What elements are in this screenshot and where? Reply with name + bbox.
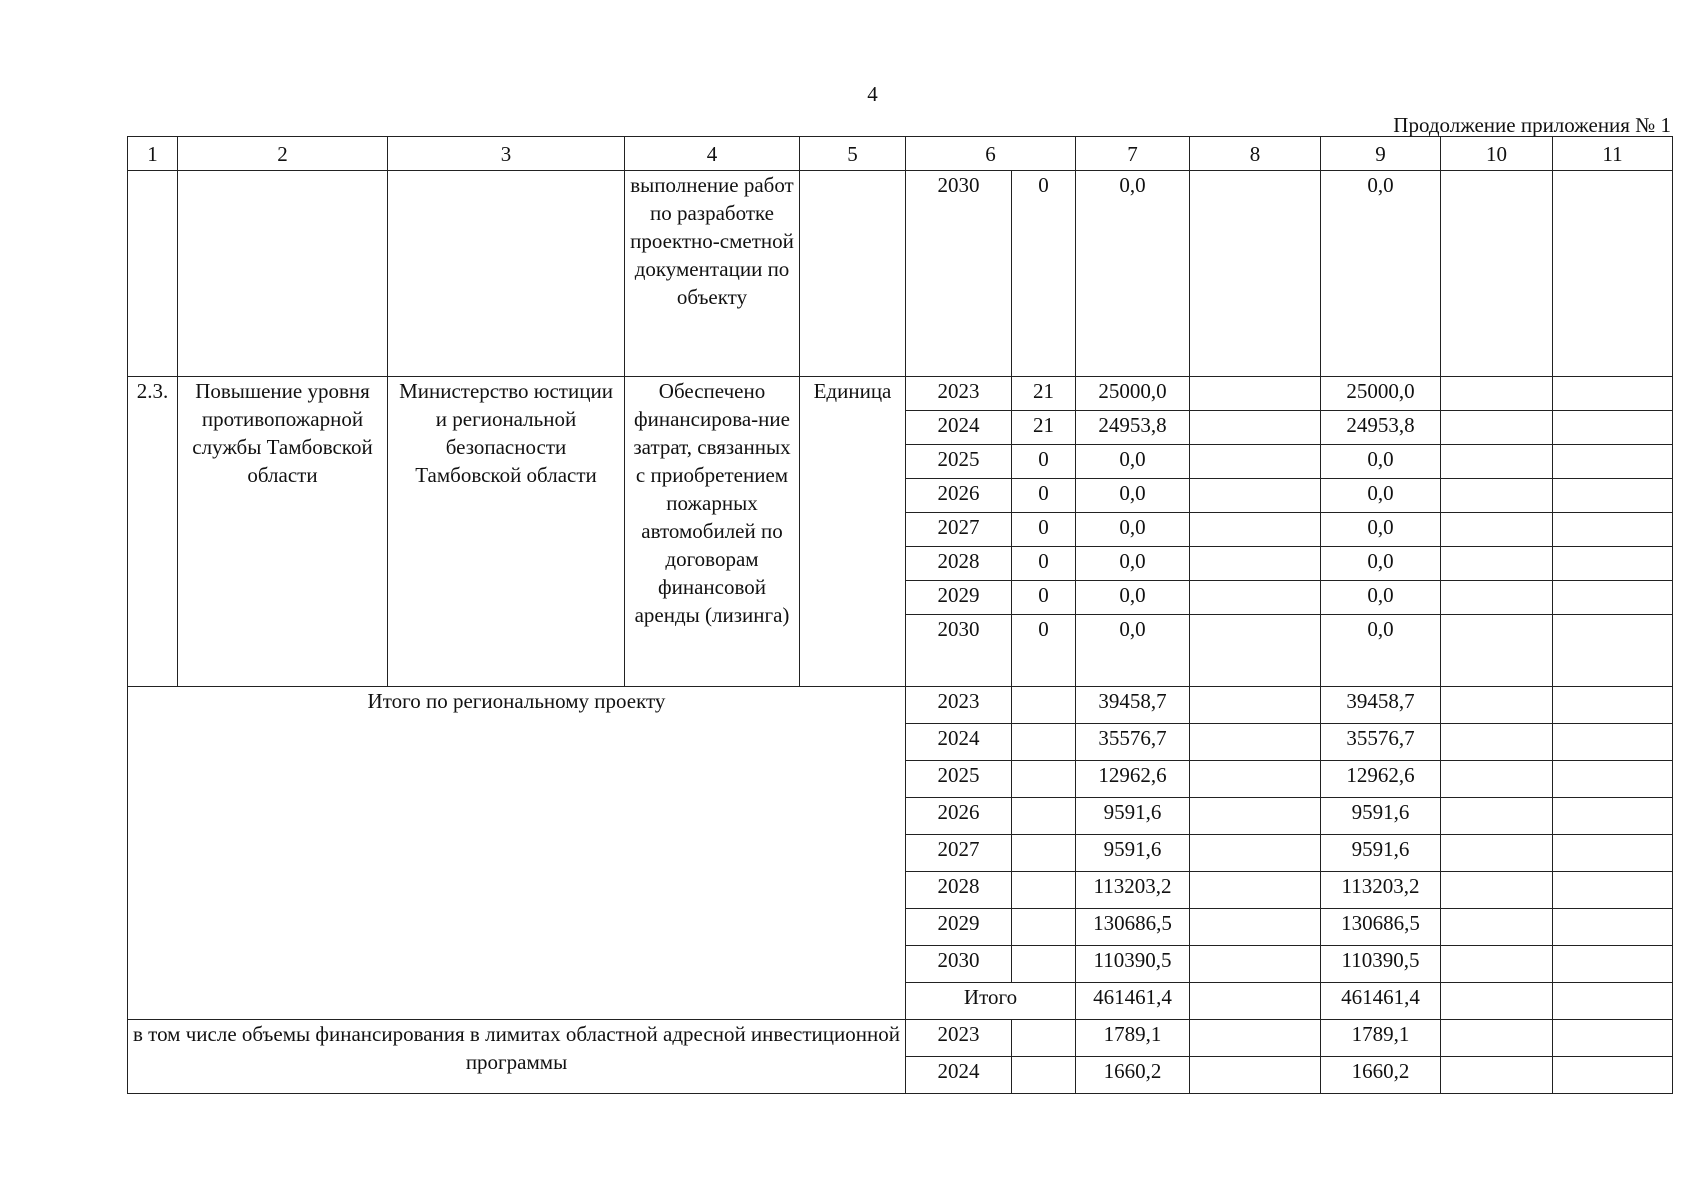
item-unit-cell: Единица (800, 377, 906, 687)
table-cell (1190, 872, 1321, 909)
table-row (128, 171, 1673, 377)
year-cell: 2024 (906, 724, 1012, 761)
amount-cell: 113203,2 (1076, 872, 1190, 909)
column-number-row (128, 137, 1673, 171)
count-cell: 21 (1012, 411, 1076, 445)
table-cell (1190, 687, 1321, 724)
column-header: 4 (625, 137, 800, 171)
table-cell (1553, 581, 1673, 615)
amount-cell: 0,0 (1076, 581, 1190, 615)
table-cell (1553, 445, 1673, 479)
amount-cell: 130686,5 (1076, 909, 1190, 946)
amount-cell: 39458,7 (1076, 687, 1190, 724)
table-cell (1553, 946, 1673, 983)
amount-cell: 0,0 (1321, 547, 1441, 581)
amount-cell: 1789,1 (1076, 1020, 1190, 1057)
table-cell (388, 171, 625, 377)
amount-cell: 1660,2 (1076, 1057, 1190, 1094)
year-cell: 2023 (906, 377, 1012, 411)
table-cell (1441, 835, 1553, 872)
table-cell (1190, 547, 1321, 581)
amount-cell: 35576,7 (1076, 724, 1190, 761)
page-number: 4 (867, 82, 878, 106)
count-cell: 0 (1012, 547, 1076, 581)
table-cell (1190, 835, 1321, 872)
count-cell: 0 (1012, 581, 1076, 615)
table-cell (1553, 411, 1673, 445)
amount-cell: 9591,6 (1076, 798, 1190, 835)
amount-cell: 130686,5 (1321, 909, 1441, 946)
table-cell (1553, 377, 1673, 411)
amount-cell: 0,0 (1321, 615, 1441, 687)
item-number-cell: 2.3. (128, 377, 178, 687)
year-cell: 2025 (906, 445, 1012, 479)
amount-cell: 39458,7 (1321, 687, 1441, 724)
table-cell (178, 171, 388, 377)
item-name-cell: Повышение уровня противопожарной службы Тамбовской области (178, 377, 388, 687)
year-cell: 2030 (906, 171, 1012, 377)
table-cell (1441, 946, 1553, 983)
table-cell (1441, 479, 1553, 513)
amount-cell: 0,0 (1076, 445, 1190, 479)
table-cell (1012, 946, 1076, 983)
column-header: 10 (1441, 137, 1553, 171)
amount-cell: 9591,6 (1321, 798, 1441, 835)
year-cell: 2028 (906, 547, 1012, 581)
column-header: 6 (906, 137, 1076, 171)
amount-cell: 461461,4 (1321, 983, 1441, 1020)
table-cell (1441, 581, 1553, 615)
prev-result-cell: выполнение работ по разработке проектно-сметной документации по объекту (625, 171, 800, 377)
table-cell (800, 171, 906, 377)
appendix-continuation-note: Продолжение приложения № 1 (1393, 113, 1671, 137)
year-cell: 2027 (906, 835, 1012, 872)
table-cell (1012, 724, 1076, 761)
amount-cell: 0,0 (1321, 513, 1441, 547)
amount-cell: 0,0 (1321, 479, 1441, 513)
table-cell (1190, 171, 1321, 377)
amount-cell: 9591,6 (1321, 835, 1441, 872)
table-cell (1190, 1020, 1321, 1057)
table-cell (1012, 687, 1076, 724)
amount-cell: 12962,6 (1321, 761, 1441, 798)
item-result-cell: Обеспечено финансирова-ние затрат, связанных с приобретением пожарных автомобилей по договорам финансовой аренды (лизинга) (625, 377, 800, 687)
table-cell (1441, 445, 1553, 479)
count-cell: 0 (1012, 445, 1076, 479)
table-cell (1441, 798, 1553, 835)
amount-cell: 0,0 (1076, 615, 1190, 687)
table-cell (1190, 615, 1321, 687)
table-cell (1553, 1020, 1673, 1057)
table-cell (1190, 798, 1321, 835)
year-cell: 2030 (906, 615, 1012, 687)
amount-cell: 0,0 (1076, 513, 1190, 547)
item-responsible-cell: Министерство юстиции и региональной безопасности Тамбовской области (388, 377, 625, 687)
column-header: 1 (128, 137, 178, 171)
table-cell (1012, 761, 1076, 798)
year-cell: 2023 (906, 687, 1012, 724)
amount-cell: 12962,6 (1076, 761, 1190, 798)
table-cell (1553, 872, 1673, 909)
table-cell (1190, 479, 1321, 513)
column-header: 7 (1076, 137, 1190, 171)
column-header: 9 (1321, 137, 1441, 171)
year-cell: 2026 (906, 479, 1012, 513)
table-cell (1441, 1057, 1553, 1094)
table-cell (1441, 872, 1553, 909)
table-cell (1441, 1020, 1553, 1057)
year-cell: 2023 (906, 1020, 1012, 1057)
table-cell (1441, 615, 1553, 687)
table-cell (128, 171, 178, 377)
table-row (128, 1020, 1673, 1057)
table-cell (1012, 798, 1076, 835)
amount-cell: 1789,1 (1321, 1020, 1441, 1057)
year-cell: 2025 (906, 761, 1012, 798)
table-cell (1441, 983, 1553, 1020)
table-cell (1190, 1057, 1321, 1094)
table-cell (1190, 445, 1321, 479)
column-header: 3 (388, 137, 625, 171)
table-cell (1553, 615, 1673, 687)
count-cell: 0 (1012, 171, 1076, 377)
table-cell (1190, 946, 1321, 983)
table-cell (1553, 835, 1673, 872)
table-cell (1441, 724, 1553, 761)
amount-cell: 25000,0 (1076, 377, 1190, 411)
table-cell (1553, 171, 1673, 377)
table-cell (1441, 377, 1553, 411)
column-header: 11 (1553, 137, 1673, 171)
year-cell: 2024 (906, 1057, 1012, 1094)
table-cell (1553, 724, 1673, 761)
year-cell: 2028 (906, 872, 1012, 909)
table-cell (1553, 479, 1673, 513)
investment-label: в том числе объемы финансирования в лимитах областной адресной инвестиционной программы (128, 1020, 906, 1094)
table-cell (1190, 513, 1321, 547)
year-cell: 2030 (906, 946, 1012, 983)
table-cell (1553, 761, 1673, 798)
amount-cell: 0,0 (1076, 171, 1190, 377)
table-cell (1553, 798, 1673, 835)
table-cell (1441, 761, 1553, 798)
amount-cell: 0,0 (1321, 581, 1441, 615)
amount-cell: 9591,6 (1076, 835, 1190, 872)
table-cell (1012, 909, 1076, 946)
column-header: 8 (1190, 137, 1321, 171)
year-cell: 2026 (906, 798, 1012, 835)
table-row (128, 687, 1673, 724)
table-cell (1012, 835, 1076, 872)
amount-cell: 25000,0 (1321, 377, 1441, 411)
table-row (128, 377, 1673, 411)
table-cell (1441, 909, 1553, 946)
table-cell (1441, 547, 1553, 581)
table-cell (1190, 411, 1321, 445)
table-cell (1553, 983, 1673, 1020)
year-cell: 2029 (906, 581, 1012, 615)
table-cell (1553, 687, 1673, 724)
amount-cell: 461461,4 (1076, 983, 1190, 1020)
amount-cell: 110390,5 (1321, 946, 1441, 983)
regional-total-label: Итого по региональному проекту (128, 687, 906, 1020)
table-cell (1012, 872, 1076, 909)
table-cell (1012, 1057, 1076, 1094)
financing-table (127, 136, 1673, 1094)
table-cell (1190, 909, 1321, 946)
table-cell (1190, 724, 1321, 761)
table-cell (1190, 983, 1321, 1020)
count-cell: 0 (1012, 513, 1076, 547)
amount-cell: 0,0 (1321, 445, 1441, 479)
table-cell (1553, 1057, 1673, 1094)
table-cell (1190, 761, 1321, 798)
year-cell: 2024 (906, 411, 1012, 445)
table-cell (1441, 411, 1553, 445)
table-cell (1012, 1020, 1076, 1057)
table-cell (1553, 513, 1673, 547)
table-cell (1441, 171, 1553, 377)
amount-cell: 35576,7 (1321, 724, 1441, 761)
count-cell: 0 (1012, 479, 1076, 513)
amount-cell: 24953,8 (1321, 411, 1441, 445)
table-cell (1190, 581, 1321, 615)
table-cell (1441, 513, 1553, 547)
year-cell: 2029 (906, 909, 1012, 946)
grand-total-label: Итого (906, 983, 1076, 1020)
count-cell: 21 (1012, 377, 1076, 411)
table-cell (1441, 687, 1553, 724)
amount-cell: 24953,8 (1076, 411, 1190, 445)
table-cell (1553, 909, 1673, 946)
year-cell: 2027 (906, 513, 1012, 547)
count-cell: 0 (1012, 615, 1076, 687)
amount-cell: 0,0 (1076, 479, 1190, 513)
table-cell (1553, 547, 1673, 581)
table-cell (1190, 377, 1321, 411)
column-header: 2 (178, 137, 388, 171)
amount-cell: 1660,2 (1321, 1057, 1441, 1094)
amount-cell: 113203,2 (1321, 872, 1441, 909)
amount-cell: 110390,5 (1076, 946, 1190, 983)
amount-cell: 0,0 (1321, 171, 1441, 377)
column-header: 5 (800, 137, 906, 171)
amount-cell: 0,0 (1076, 547, 1190, 581)
